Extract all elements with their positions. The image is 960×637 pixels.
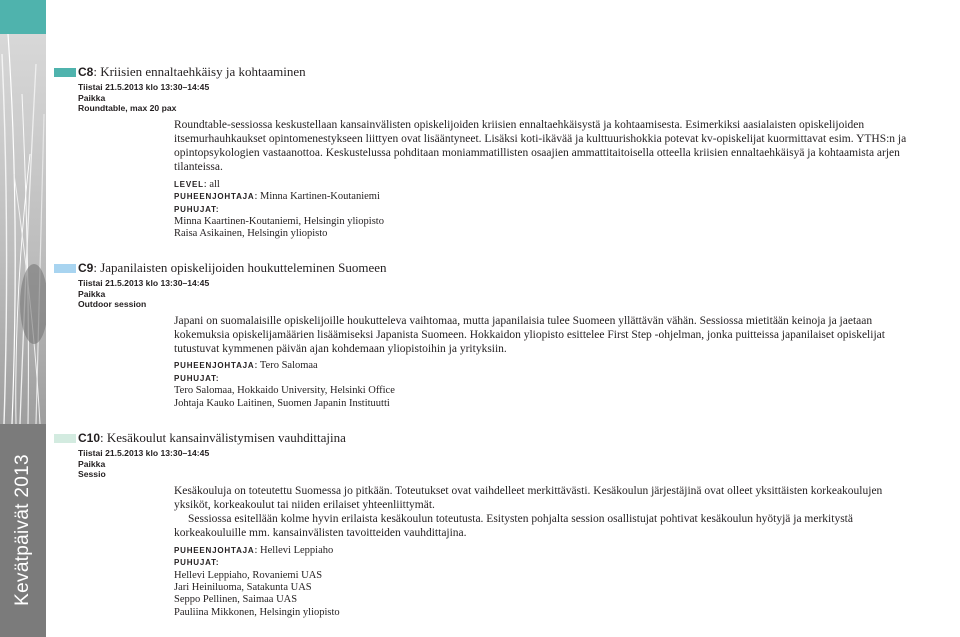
session-header — [54, 64, 914, 82]
speaker-item: Minna Kaartinen-Koutaniemi, Helsingin yliopisto — [174, 215, 384, 227]
session-body — [174, 118, 914, 241]
session-body — [174, 314, 914, 411]
vertical-event-title — [0, 424, 46, 637]
session-color-swatch — [54, 68, 76, 77]
speaker-item: Seppo Pellinen, Saimaa UAS — [174, 594, 298, 606]
session-color-swatch — [54, 264, 76, 273]
speaker-item: Raisa Asikainen, Helsingin yliopisto — [174, 228, 328, 240]
session-code: C10 — [78, 431, 101, 445]
speakers-label: PUHUJAT: — [174, 373, 220, 383]
session-format: Outdoor session — [78, 299, 147, 309]
session-date: Tiistai 21.5.2013 klo 13:30–14:45 — [78, 82, 210, 92]
session-title: C8: Kriisien ennaltaehkäisy ja kohtaaminen — [78, 64, 306, 79]
session-description: Japani on suomalaisille opiskelijoille houkutteleva vaihtomaa, mutta japanilaisia tulee Suomeen yllättävän vähän. Sessiossa mietitään keinoja ja jaetaan kokemuksia opiskelijamäärien lisäämiseksi Japanista Suomeen. Hokkaidon yliopisto esittelee First Step -ohjelman, jonka puitteissa japanilaiset opiskelijat tutustuvat kymmenen päivän ajan kohdemaan yliopistoihin ja yrityksiin. — [174, 314, 885, 356]
session-header — [54, 260, 914, 278]
speakers-label: PUHUJAT: — [174, 558, 220, 568]
session-title: C10: Kesäkoulut kansainvälistymisen vauhdittajina — [78, 430, 346, 445]
session-meta — [78, 278, 914, 310]
chair-line — [174, 545, 914, 557]
speaker-item: Tero Salomaa, Hokkaido University, Helsinki Office — [174, 385, 395, 397]
level-label: LEVEL — [174, 179, 204, 189]
session-c8 — [54, 64, 914, 241]
session-format: Sessio — [78, 469, 106, 479]
chair-line — [174, 360, 914, 372]
grass-illustration — [0, 34, 46, 424]
speaker-item: Jari Heiniluoma, Satakunta UAS — [174, 581, 312, 593]
session-body — [174, 484, 914, 620]
session-format: Roundtable, max 20 pax — [78, 103, 177, 113]
session-meta — [78, 82, 914, 114]
chair-line — [174, 191, 914, 203]
session-code: C9 — [78, 261, 94, 275]
chair-label: PUHEENJOHTAJA — [174, 545, 255, 555]
speaker-item: Hellevi Leppiaho, Rovaniemi UAS — [174, 569, 323, 581]
session-info — [174, 360, 914, 410]
session-description: Sessiossa esitellään kolme hyvin erilaista kesäkoulun toteutusta. Esitysten pohjalta session osallistujat pohtivat kesäkoulun hyötyjä ja merkitystä korkeakouluille mm. kansainvälisten tavoitteiden vauhdittajina. — [174, 513, 853, 540]
session-date: Tiistai 21.5.2013 klo 13:30–14:45 — [78, 278, 210, 288]
level-value: : all — [203, 178, 220, 190]
level-line — [174, 179, 914, 191]
session-color-swatch — [54, 434, 76, 443]
session-info — [174, 179, 914, 241]
chair-value: : Hellevi Leppiaho — [254, 544, 334, 556]
session-title: C9: Japanilaisten opiskelijoiden houkutteleminen Suomeen — [78, 260, 387, 275]
session-code: C8 — [78, 65, 94, 79]
vertical-title-text: Kevätpäivät 2013 — [12, 454, 33, 606]
session-title-text: Kriisien ennaltaehkäisy ja kohtaaminen — [100, 64, 306, 79]
session-title-text: Kesäkoulut kansainvälistymisen vauhdittajina — [106, 430, 346, 445]
speaker-item: Johtaja Kauko Laitinen, Suomen Japanin Instituutti — [174, 397, 390, 409]
session-place: Paikka — [78, 92, 106, 103]
session-title-text: Japanilaisten opiskelijoiden houkutteleminen Suomeen — [100, 260, 387, 275]
session-place: Paikka — [78, 458, 106, 469]
session-meta — [78, 448, 914, 480]
session-description: Kesäkouluja on toteutettu Suomessa jo pitkään. Toteutukset ovat vaihdelleet merkittävästi. Kesäkoulun järjestäjinä ovat olleet yksittäisten korkeakoulujen yksiköt, korkeakoulut tai niiden erilaiset yhteenliittymät. — [174, 484, 883, 511]
chair-label: PUHEENJOHTAJA — [174, 192, 255, 202]
chair-value: : Minna Kartinen-Koutaniemi — [254, 191, 380, 203]
speakers-label: PUHUJAT: — [174, 204, 220, 214]
session-description: Roundtable-sessiossa keskustellaan kansainvälisten opiskelijoiden kriisien ennaltaehkäisystä ja kohtaamisesta. Esimerkiksi aasialaisten opiskelijoiden itsemurhauhkaukset opintomenestykseen liittyen ovat lisääntyneet. Lisäksi koti-ikävää ja kulttuurishokkia potevat kv-opiskelijat kuormittavat esim. YTHS:n ja opintopsykologien vastaanottoa. Keskustelussa pohditaan moniammatillisten osaajien ammattitaitoisella otteella kriisien ennaltaehkäisyä ja kohtaamista arjen tilanteissa. — [174, 118, 907, 174]
session-place: Paikka — [78, 288, 106, 299]
session-c9 — [54, 260, 914, 410]
session-header — [54, 430, 914, 448]
teal-accent-block — [0, 0, 46, 34]
session-info — [174, 545, 914, 619]
speaker-item: Pauliina Mikkonen, Helsingin yliopisto — [174, 606, 340, 618]
chair-value: : Tero Salomaa — [254, 360, 318, 372]
session-c10 — [54, 430, 914, 619]
chair-label: PUHEENJOHTAJA — [174, 361, 255, 371]
session-date: Tiistai 21.5.2013 klo 13:30–14:45 — [78, 448, 210, 458]
